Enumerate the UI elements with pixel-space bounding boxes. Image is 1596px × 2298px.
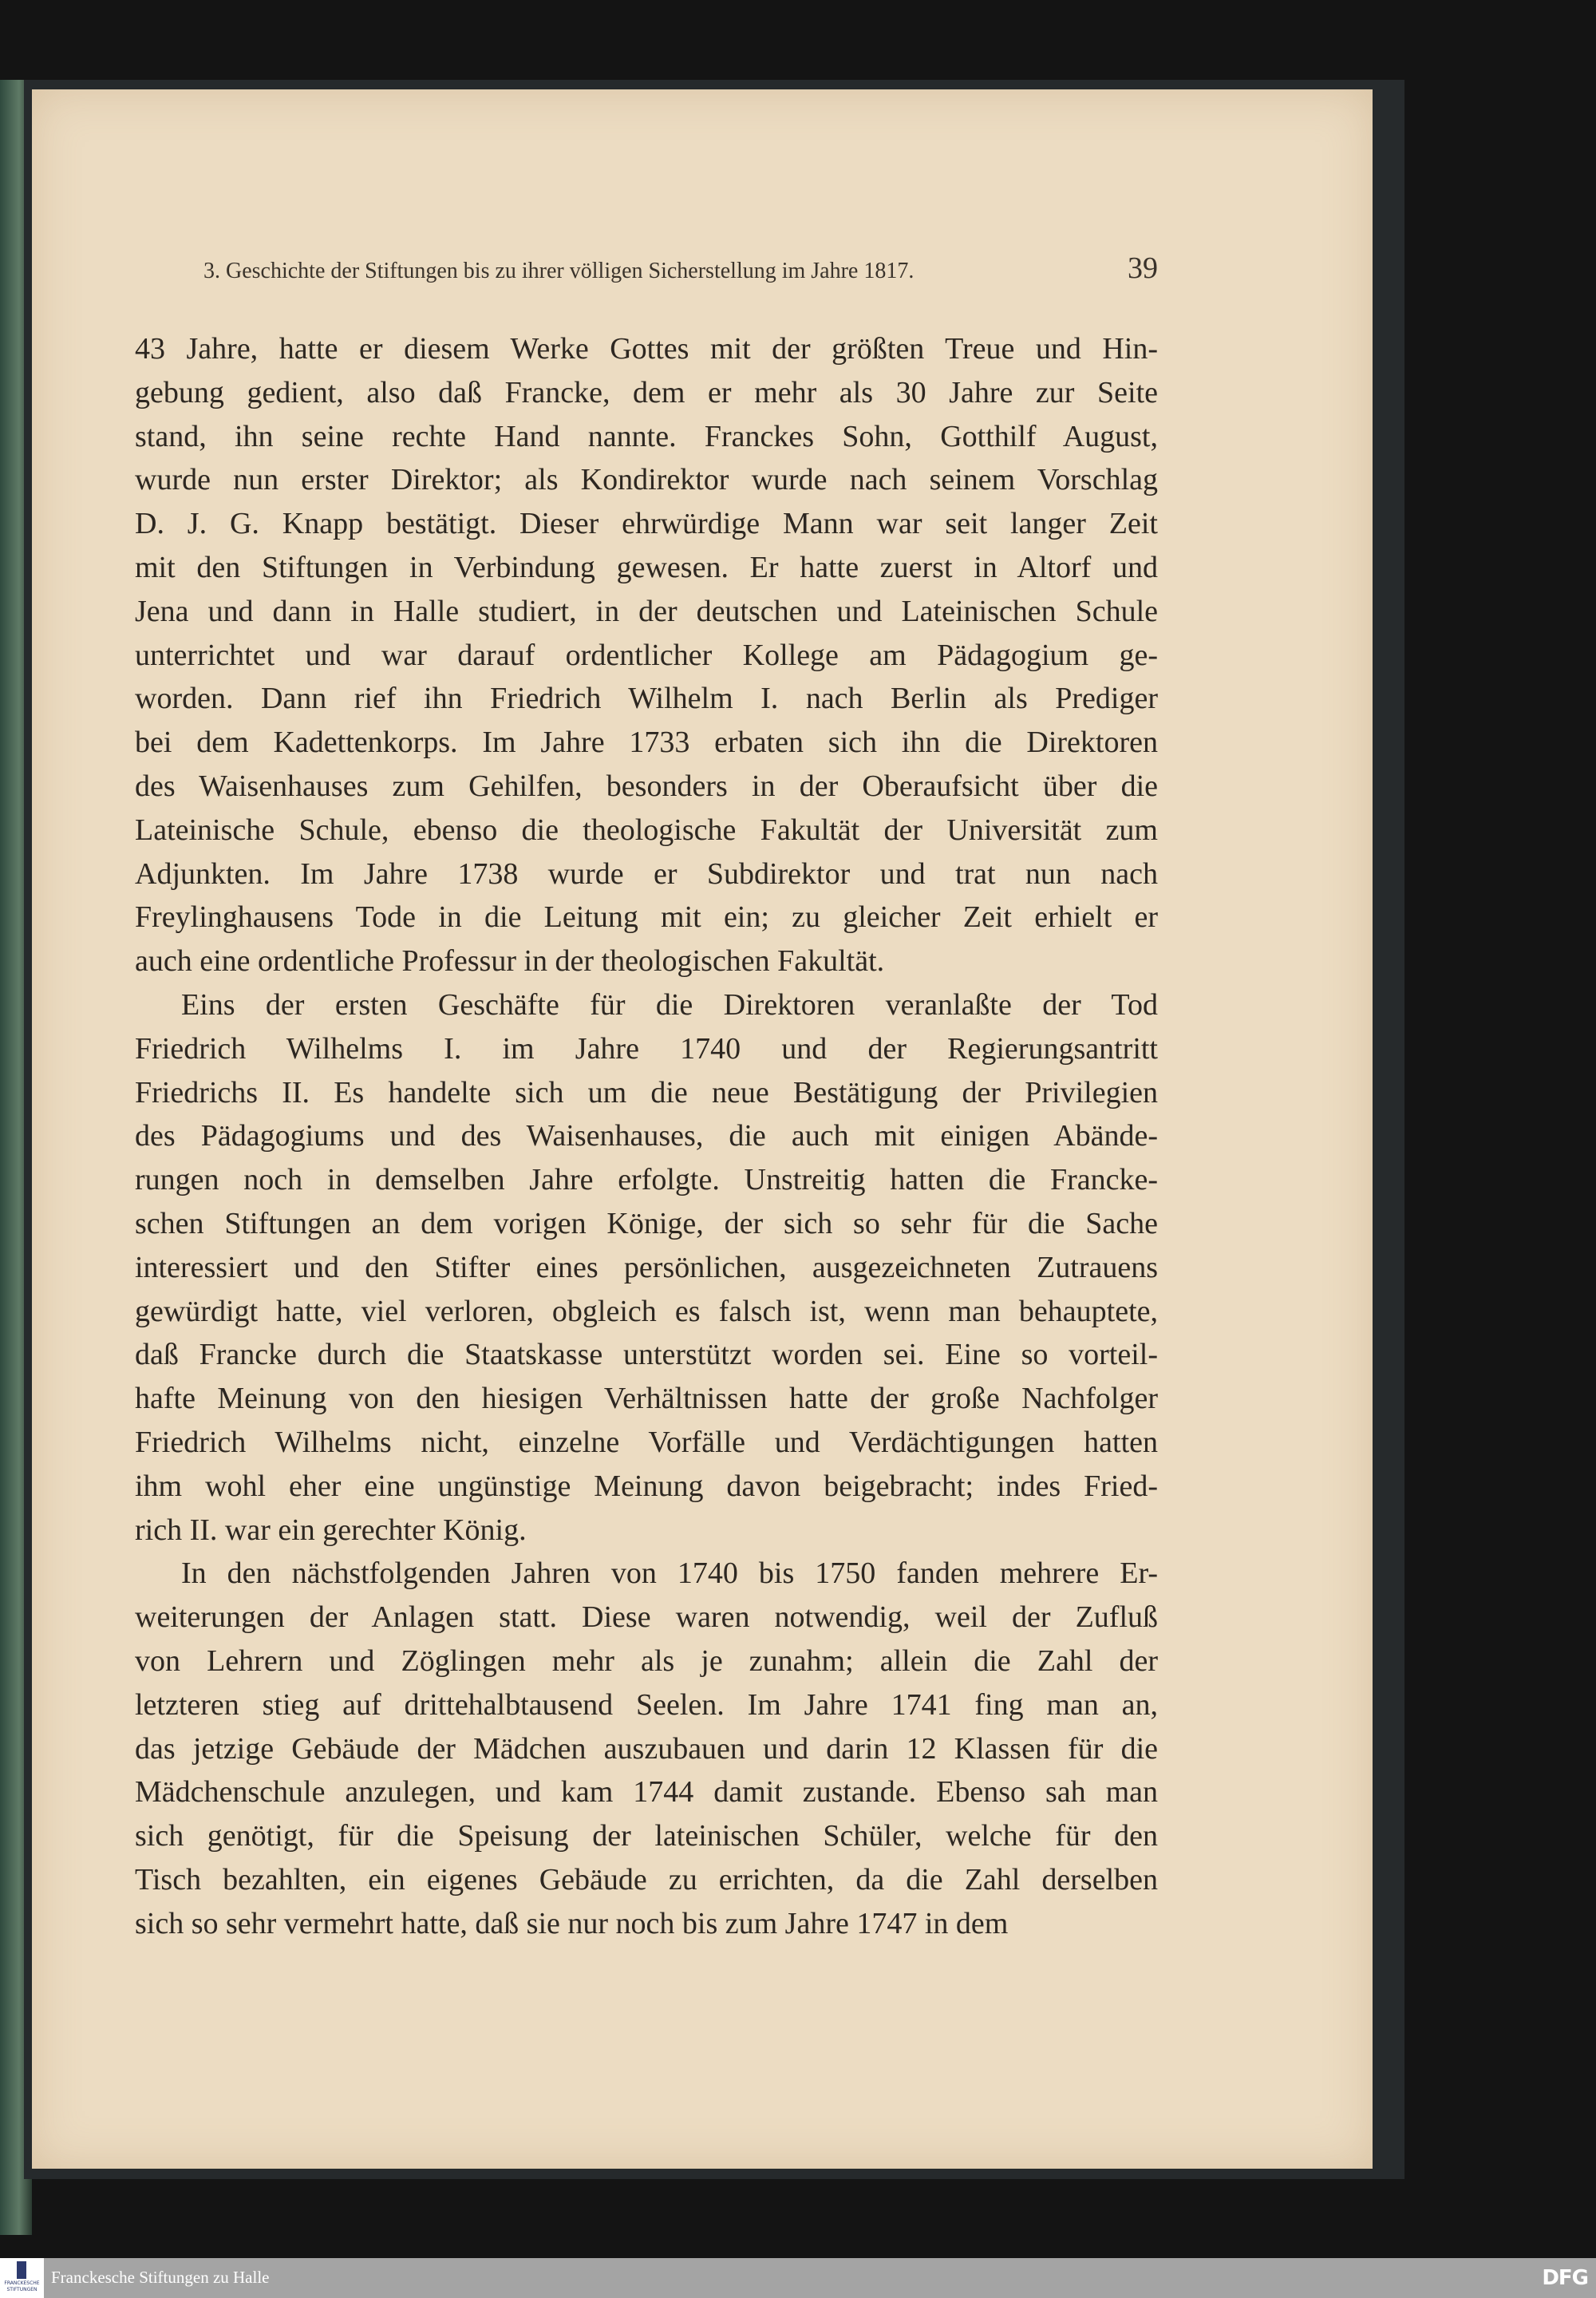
dfg-logo: DFG <box>1542 2266 1588 2290</box>
text-line: wurde nun erster Direktor; als Kondirektor wurde nach seinem Vorschlag <box>135 463 1158 497</box>
text-line: daß Francke durch die Staatskasse unterstützt worden sei. Eine so vorteil- <box>135 1338 1158 1372</box>
text-line: Friedrich Wilhelms nicht, einzelne Vorfälle und Verdächtigungen hatten <box>135 1425 1158 1459</box>
text-line: In den nächstfolgenden Jahren von 1740 bis 1750 fanden mehrere Er- <box>181 1556 1158 1591</box>
text-line: worden. Dann rief ihn Friedrich Wilhelm I. nach Berlin als Prediger <box>135 682 1158 716</box>
text-line: hafte Meinung von den hiesigen Verhältnissen hatte der große Nachfolger <box>135 1382 1158 1416</box>
text-line: stand, ihn seine rechte Hand nannte. Franckes Sohn, Gotthilf August, <box>135 419 1158 453</box>
text-line: schen Stiftungen an dem vorigen Könige, der sich so sehr für die Sache <box>135 1206 1158 1240</box>
page-number: 39 <box>1128 251 1158 285</box>
text-line: mit den Stiftungen in Verbindung gewesen. Er hatte zuerst in Altorf und <box>135 550 1158 584</box>
text-line: das jetzige Gebäude der Mädchen auszubauen und darin 12 Klassen für die <box>135 1731 1158 1766</box>
institution-logo <box>0 2258 44 2298</box>
text-line: 43 Jahre, hatte er diesem Werke Gottes mit der größten Treue und Hin- <box>135 332 1158 366</box>
text-line: des Waisenhauses zum Gehilfen, besonders in der Oberaufsicht über die <box>135 769 1158 803</box>
body-text <box>135 327 1158 1945</box>
text-line: Friedrichs II. Es handelte sich um die neue Bestätigung der Privilegien <box>135 1075 1158 1109</box>
text-line: des Pädagogiums und des Waisenhauses, die auch mit einigen Abände- <box>135 1119 1158 1153</box>
text-line: sich so sehr vermehrt hatte, daß sie nur noch bis zum Jahre 1747 in dem <box>135 1906 1009 1940</box>
text-line: Adjunkten. Im Jahre 1738 wurde er Subdirektor und trat nun nach <box>135 856 1158 891</box>
text-line: gewürdigt hatte, viel verloren, obgleich es falsch ist, wenn man behauptete, <box>135 1294 1158 1328</box>
running-header <box>203 251 1158 286</box>
text-line: Lateinische Schule, ebenso die theologische Fakultät der Universität zum <box>135 813 1158 847</box>
institution-name: Franckesche Stiftungen zu Halle <box>51 2268 270 2287</box>
text-line: unterrichtet und war darauf ordentlicher Kollege am Pädagogium ge- <box>135 638 1158 672</box>
logo-figure-icon <box>17 2261 26 2279</box>
text-line: Mädchenschule anzulegen, und kam 1744 damit zustande. Ebenso sah man <box>135 1775 1158 1810</box>
text-line: von Lehrern und Zöglingen mehr als je zunahm; allein die Zahl der <box>135 1643 1158 1678</box>
text-line: interessiert und den Stifter eines persönlichen, ausgezeichneten Zutrauens <box>135 1250 1158 1284</box>
text-line: sich genötigt, für die Speisung der lateinischen Schüler, welche für den <box>135 1819 1158 1853</box>
text-line: Freylinghausens Tode in die Leitung mit ein; zu gleicher Zeit erhielt er <box>135 900 1158 935</box>
text-line: Eins der ersten Geschäfte für die Direktoren veranlaßte der Tod <box>181 987 1158 1022</box>
running-title: 3. Geschichte der Stiftungen bis zu ihrer völligen Sicherstellung im Jahre 1817. <box>203 259 915 283</box>
text-line: bei dem Kadettenkorps. Im Jahre 1733 erbaten sich ihn die Direktoren <box>135 726 1158 760</box>
text-line: ihm wohl eher eine ungünstige Meinung davon beigebracht; indes Fried- <box>135 1469 1158 1503</box>
text-line: weiterungen der Anlagen statt. Diese waren notwendig, weil der Zufluß <box>135 1600 1158 1635</box>
text-line: rich II. war ein gerechter König. <box>135 1513 527 1547</box>
logo-caption: FRANCKESCHE STIFTUNGEN <box>4 2280 40 2292</box>
text-line: auch eine ordentliche Professur in der theologischen Fakultät. <box>135 944 885 979</box>
text-line: rungen noch in demselben Jahre erfolgte. Unstreitig hatten die Francke- <box>135 1163 1158 1197</box>
text-line: Friedrich Wilhelms I. im Jahre 1740 und der Regierungsantritt <box>135 1031 1158 1066</box>
text-line: letzteren stieg auf drittehalbtausend Seelen. Im Jahre 1741 fing man an, <box>135 1687 1158 1722</box>
footer-bar <box>0 2258 1596 2298</box>
text-line: D. J. G. Knapp bestätigt. Dieser ehrwürdige Mann war seit langer Zeit <box>135 507 1158 541</box>
text-line: Jena und dann in Halle studiert, in der deutschen und Lateinischen Schule <box>135 594 1158 628</box>
text-line: gebung gedient, also daß Francke, dem er mehr als 30 Jahre zur Seite <box>135 375 1158 409</box>
text-line: Tisch bezahlten, ein eigenes Gebäude zu errichten, da die Zahl derselben <box>135 1862 1158 1897</box>
